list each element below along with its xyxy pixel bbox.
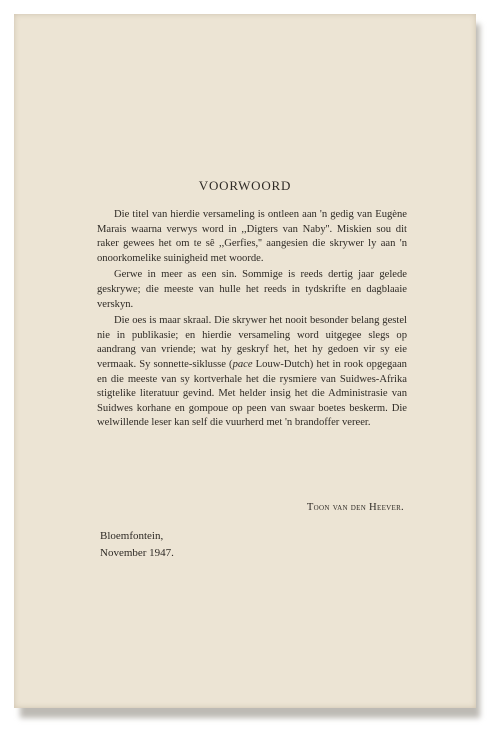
foreword-body <box>97 208 407 433</box>
paragraph-3-part-2: Louw-Dutch) het in rook opgegaan en die meeste van sy kortverhale het die rysmiere van Suidwes-Afrika stigtelike literatuur gevind. Met helder insig het die Administrasie van Suidwes korhane en gompoue op peen van swaar boetes beskerm. Die welwillende leser kan self die vuurherd met 'n brandoffer vereer. <box>97 358 407 429</box>
paragraph-3-italic: pace <box>232 358 253 370</box>
paragraph-2: Gerwe in meer as een sin. Sommige is reeds dertig jaar gelede geskrywe; die meeste van hulle het reeds in tydskrifte en dagblaaie verskyn. <box>97 269 407 310</box>
paragraph-3-part-1: Die oes is maar skraal. Die skrywer het nooit besonder belang gestel nie in publikasie; en hierdie versameling word uitgegee slegs op aandrang van vriende; wat hy geskryf het, het hy gedoen vir sy eie vermaak. Sy sonnette-siklusse ( <box>97 315 407 370</box>
author-signature: Toon van den Heever. <box>306 502 404 513</box>
place-line: Bloemfontein, <box>100 530 164 542</box>
paragraph-3 <box>97 314 407 431</box>
paragraph-1: Die titel van hierdie versameling is ontleen aan 'n gedig van Eugène Marais waarna verwys word in ,,Digters van Naby''. Miskien sou dit raker gewees het om te sê ,,Gerfies,'' aangesien die skrywer ly aan 'n onoorkomelike suinigheid met woorde. <box>97 209 407 264</box>
book-page <box>14 14 476 708</box>
date-line: November 1947. <box>100 547 174 559</box>
page-title: VOORWOORD <box>198 178 292 193</box>
place-date-block <box>100 528 174 562</box>
